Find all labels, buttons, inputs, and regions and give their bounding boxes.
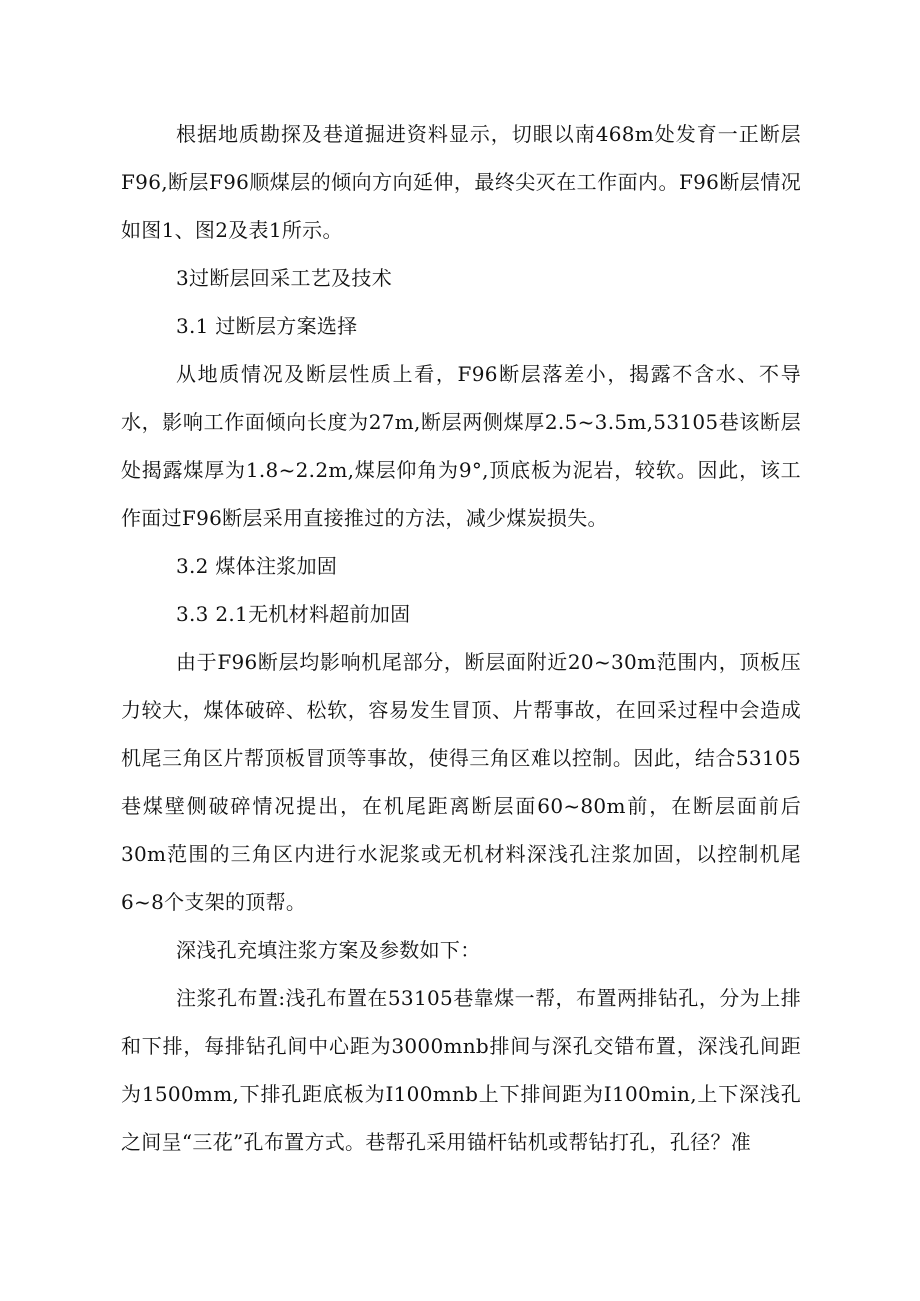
section-heading-3-2: 3.2 煤体注浆加固	[176, 554, 338, 578]
paragraph-hole-layout: 注浆孔布置:浅孔布置在53105巷靠煤一帮，布置两排钻孔，分为上排和下排，每排钻孔间中心距为3000mnb排间与深孔交错布置，深浅孔间距为1500mm,下排孔距底板为I100mnb上下排间距为I100min,上下深浅孔之间呈“三花”孔布置方式。巷帮孔采用锚杆钻机或帮钻打孔，孔径？准	[121, 986, 801, 1154]
paragraph-scheme-selection: 从地质情况及断层性质上看，F96断层落差小，揭露不含水、不导水，影响工作面倾向长度为27m,断层两侧煤厚2.5~3.5m,53105巷该断层处揭露煤厚为1.8~2.2m,煤层仰角为9°,顶底板为泥岩，较软。因此，该工作面过F96断层采用直接推过的方法，减少煤炭损失。	[121, 362, 801, 530]
paragraph-advance-reinforcement: 由于F96断层均影响机尾部分，断层面附近20~30m范围内，顶板压力较大，煤体破碎、松软，容易发生冒顶、片帮事故，在回采过程中会造成机尾三角区片帮顶板冒顶等事故，使得三角区难以控制。因此，结合53105巷煤壁侧破碎情况提出，在机尾距离断层面60~80m前，在断层面前后30m范围的三角区内进行水泥浆或无机材料深浅孔注浆加固，以控制机尾6~8个支架的顶帮。	[121, 650, 801, 914]
section-heading-3: 3过断层回采工艺及技术	[176, 266, 393, 290]
paragraph-grouting-intro: 深浅孔充填注浆方案及参数如下：	[176, 938, 481, 962]
section-heading-3-1: 3.1 过断层方案选择	[176, 314, 358, 338]
paragraph-fault-description: 根据地质勘探及巷道掘进资料显示，切眼以南468m处发育一正断层F96,断层F96顺煤层的倾向方向延伸，最终尖灭在工作面内。F96断层情况如图1、图2及表1所示。	[121, 122, 801, 242]
section-heading-3-3: 3.3 2.1无机材料超前加固	[176, 602, 411, 626]
